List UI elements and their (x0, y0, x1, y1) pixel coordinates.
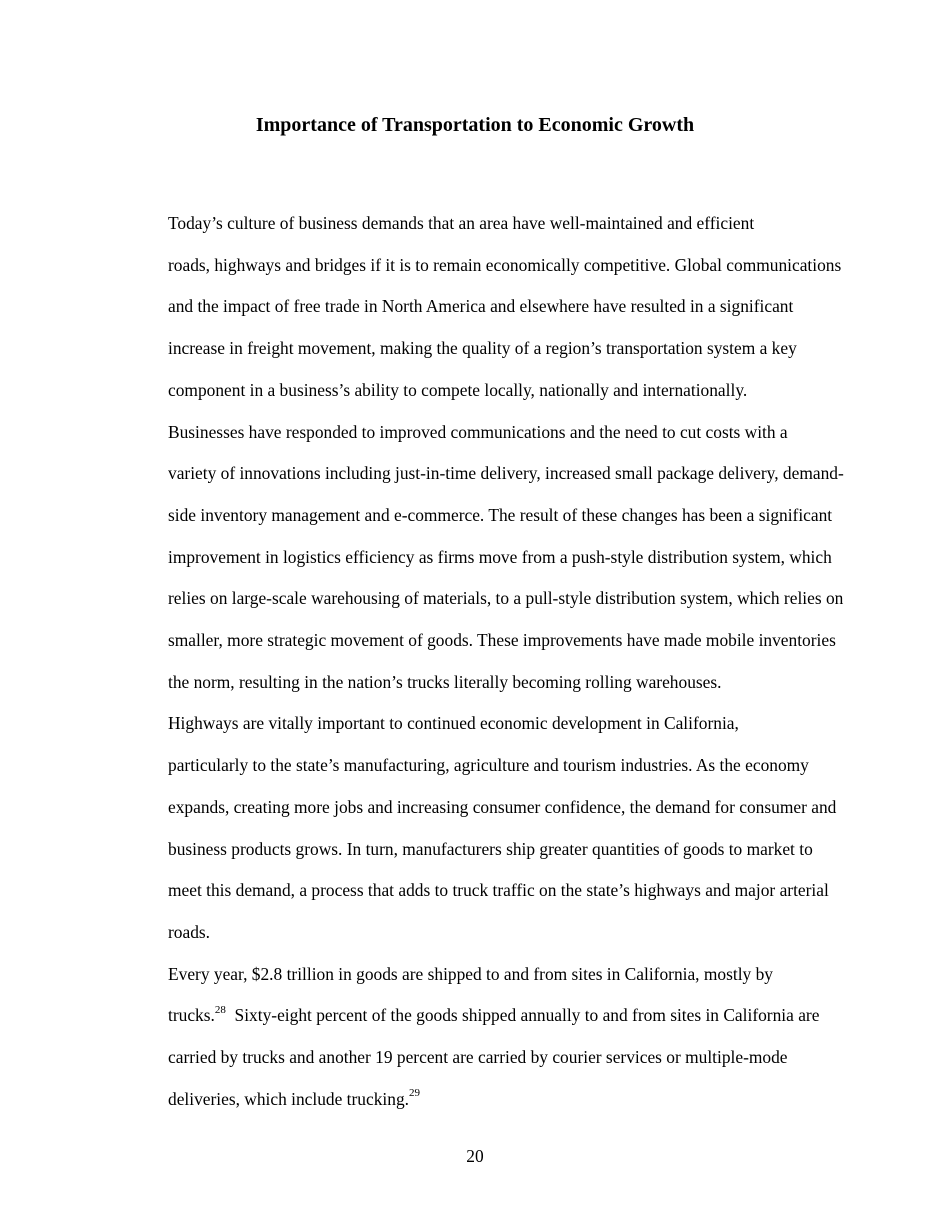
text-fragment: deliveries, which include trucking. (168, 1088, 409, 1109)
text-line: roads, highways and bridges if it is to remain economically competitive. Global communications (168, 254, 842, 275)
footnote-ref-29[interactable]: 29 (408, 1086, 420, 1099)
footnote-ref-28[interactable]: 28 (214, 1003, 226, 1016)
text-line: Highways are vitally important to continued economic development in California, (168, 713, 739, 734)
paragraph-1 (111, 203, 842, 412)
page-number: 20 (466, 1146, 484, 1166)
text-line: relies on large-scale warehousing of materials, to a pull-style distribution system, which relies on (168, 588, 844, 609)
text-line: expands, creating more jobs and increasing consumer confidence, the demand for consumer and (168, 796, 837, 817)
text-line: the norm, resulting in the nation’s trucks literally becoming rolling warehouses. (168, 671, 722, 692)
paragraph-2 (111, 412, 844, 704)
text-line: Today’s culture of business demands that an area have well-maintained and efficient (168, 213, 755, 233)
text-line: Every year, $2.8 trillion in goods are shipped to and from sites in California, mostly by (168, 963, 773, 984)
text-line: meet this demand, a process that adds to truck traffic on the state’s highways and major arterial (168, 880, 829, 901)
text-line: carried by trucks and another 19 percent are carried by courier services or multiple-mode (168, 1047, 788, 1068)
text-line: Businesses have responded to improved communications and the need to cut costs with a (168, 421, 788, 442)
text-line: side inventory management and e-commerce. The result of these changes has been a significant (168, 504, 833, 525)
page-title: Importance of Transportation to Economic Growth (255, 114, 695, 136)
text-line: and the impact of free trade in North America and elsewhere have resulted in a significant (168, 296, 794, 317)
paragraph-3 (111, 703, 839, 953)
document-body (111, 203, 844, 1120)
text-line: increase in freight movement, making the quality of a region’s transportation system a key (168, 338, 797, 359)
text-line: improvement in logistics efficiency as firms move from a push-style distribution system, which (168, 546, 832, 567)
text-fragment: trucks. (168, 1005, 215, 1026)
text-line (111, 995, 839, 1037)
text-fragment: Sixty-eight percent of the goods shipped annually to and from sites in California are (225, 1005, 820, 1026)
paragraph-4 (111, 954, 839, 1121)
text-line: component in a business’s ability to compete locally, nationally and internationally. (168, 379, 748, 400)
text-line (111, 1079, 839, 1121)
text-line: particularly to the state’s manufacturing, agriculture and tourism industries. As the economy (168, 755, 809, 776)
text-line: business products grows. In turn, manufacturers ship greater quantities of goods to market to (168, 838, 813, 859)
text-line: variety of innovations including just-in-time delivery, increased small package delivery, demand- (168, 463, 844, 484)
text-line: roads. (168, 921, 211, 942)
text-line: smaller, more strategic movement of goods. These improvements have made mobile inventories (168, 630, 836, 651)
